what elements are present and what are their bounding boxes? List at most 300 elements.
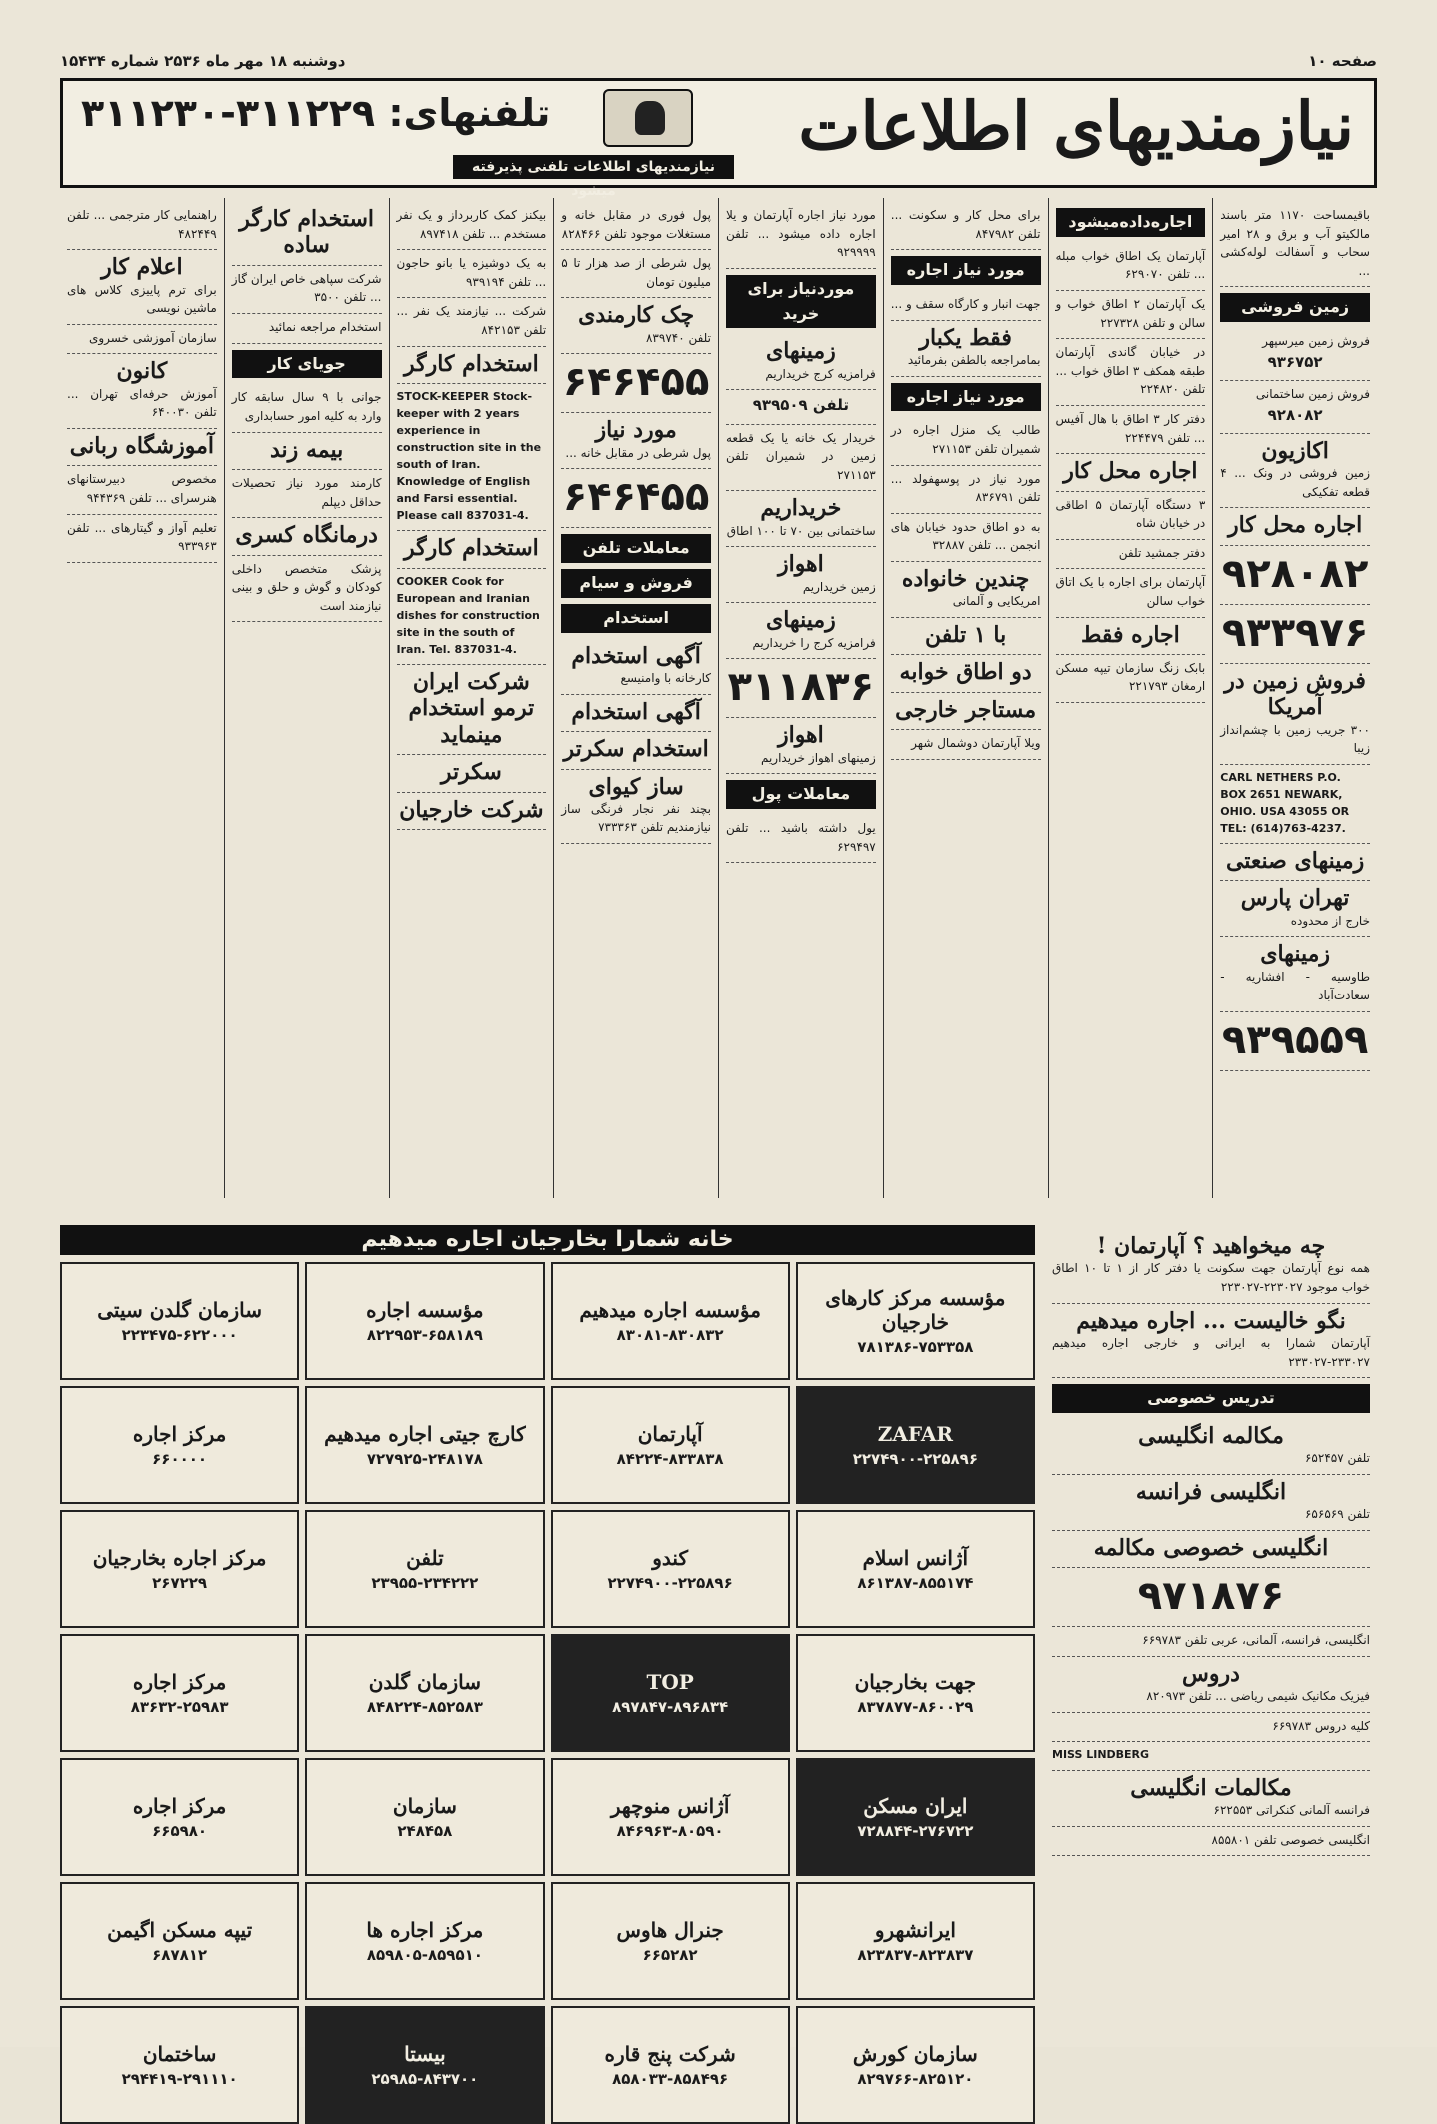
agency-ad — [305, 1634, 544, 1752]
section-heading: جویای کار — [232, 350, 382, 379]
ad-text: فروش زمین ساختمانی — [1255, 387, 1370, 402]
classified-ad — [67, 354, 217, 429]
ad-text: برای محل کار و سکونت ... تلفن ۸۴۷۹۸۲ — [890, 208, 1041, 241]
agency-name: مرکز اجاره — [132, 1670, 227, 1694]
ad-text: خارج از محدوده — [1290, 913, 1370, 928]
ad-text: به یک دوشیزه یا بانو حاجون ... تلفن ۹۳۹۱۹۴ — [396, 256, 547, 289]
classified-ad — [1052, 1713, 1370, 1743]
ad-title: زمینهای — [1260, 941, 1330, 968]
agency-name: TOP — [646, 1670, 694, 1694]
classified-ad — [67, 429, 217, 466]
classified-ad — [726, 718, 876, 774]
ad-text: پول فوری در مقابل خانه و مستغلات موجود تلفن ۸۲۸۴۶۶ — [561, 208, 711, 241]
agency-name: شرکت پنج قاره — [604, 2042, 736, 2066]
ad-title: آگهی استخدام — [571, 698, 701, 725]
classified-ad — [1220, 605, 1370, 664]
ad-text: شرکت سپاهی خاص ایران گاز ... تلفن ۳۵۰۰ — [231, 271, 382, 305]
ad-text: مورد نیاز اجاره آپارتمان و یلا اجاره داده میشود ... تلفن ۹۲۹۹۹۹ — [726, 208, 876, 260]
classified-ad — [1220, 546, 1370, 605]
ad-title: اهواز — [777, 551, 824, 578]
ad-title: فقط یکبار — [919, 324, 1012, 351]
ad-text: تلفن ۶۵۲۴۵۷ — [1304, 1451, 1370, 1466]
classified-ad — [232, 314, 382, 344]
classified-ad — [891, 730, 1041, 760]
ad-column — [553, 198, 718, 1198]
ad-column — [1212, 198, 1377, 1198]
masthead-phones: تلفنهای: ۳۱۱۲۲۹-۳۱۱۲۳۰ — [81, 91, 551, 135]
agency-phone: ۲۴۸۴۵۸ — [397, 1822, 453, 1840]
agency-phone: ۸۳۰۸۱-۸۳۰۸۳۲ — [616, 1326, 724, 1344]
ad-text: انگلیسی خصوصی تلفن ۸۵۵۸۰۱ — [1211, 1832, 1370, 1847]
ad-phone: تلفن ۹۳۹۵۰۹ — [752, 396, 849, 415]
section-heading: استخدام — [561, 604, 711, 633]
classified-ad — [1220, 508, 1370, 545]
ad-text: فیزیک مکانیک شیمی ریاضی ... تلفن ۸۲۰۹۷۳ — [1146, 1689, 1370, 1704]
agency-phone: ۸۵۸۰۳۳-۸۵۸۴۹۶ — [612, 2070, 729, 2088]
classified-ad — [397, 665, 547, 755]
classified-ad — [1052, 1475, 1370, 1531]
agency-ad — [60, 1262, 299, 1380]
ad-title: تهران پارس — [1240, 885, 1350, 912]
section-heading: فروش و سیام — [561, 569, 711, 598]
ad-column — [389, 198, 554, 1198]
classified-ad — [726, 547, 876, 603]
ad-title: زمینهای صنعتی — [1225, 847, 1365, 874]
classified-ad — [1220, 765, 1370, 844]
ad-column — [60, 198, 224, 1198]
ad-column — [718, 198, 883, 1198]
agency-name: سازمان گلدن — [368, 1670, 482, 1694]
ad-text: ساختمانی بین ۷۰ تا ۱۰۰ اطاق — [726, 523, 876, 538]
agency-phone: ۶۶۰۰۰۰ — [152, 1450, 208, 1468]
ad-text: دفتر کار ۳ اطاق با هال آفیس ... تلفن ۲۲۴۴۷۹ — [1055, 411, 1206, 445]
ad-text: کلیه دروس ۶۶۹۷۸۳ — [1272, 1718, 1370, 1733]
classified-ad — [1052, 1742, 1370, 1770]
ad-columns — [60, 198, 1377, 1198]
agency-ad — [551, 1262, 790, 1380]
section-heading: زمین فروشی — [1220, 293, 1370, 322]
classified-ad — [891, 291, 1041, 321]
ad-text: کارمند مورد نیاز تحصیلات حداقل دیپلم — [231, 475, 382, 509]
ad-title: مستاجر خارجی — [895, 696, 1037, 723]
agency-ad — [796, 1634, 1035, 1752]
classified-ad — [891, 466, 1041, 514]
agency-phone: ۸۴۲۲۴-۸۳۳۸۳۸ — [616, 1450, 724, 1468]
ad-phone-number: ۶۴۶۴۵۵ — [562, 359, 710, 406]
agency-ad — [796, 1262, 1035, 1380]
ad-text: زمینهای اهواز خریداریم — [760, 750, 876, 765]
agency-ad — [305, 1262, 544, 1380]
classified-ad — [67, 250, 217, 325]
ad-text: مورد نیاز در پوسهفولد ... تلفن ۸۳۶۷۹۱ — [890, 471, 1041, 505]
ad-title: نگو خالیست ... اجاره میدهیم — [1076, 1307, 1346, 1334]
classified-ad — [726, 202, 876, 269]
classified-ad — [1052, 1229, 1370, 1304]
classified-ad — [67, 466, 217, 514]
ad-text: کارخانه با وامنیسع — [620, 671, 711, 686]
ad-text: فرامزیه کرج خریداریم — [765, 366, 876, 381]
agency-phone: ۸۵۹۸۰۵-۸۵۹۵۱۰ — [366, 1946, 483, 1964]
classified-ad — [1220, 664, 1370, 765]
classified-ad — [397, 569, 547, 665]
agency-phone: ۷۲۸۸۴۴-۲۷۶۷۲۲ — [857, 1822, 974, 1840]
ad-text: بیکنز کمک کاربرداز و یک نفر مستخدم ... تلفن ۸۹۷۴۱۸ — [396, 208, 547, 241]
ad-title: انگلیسی خصوصی مکالمه — [1093, 1534, 1329, 1561]
ad-title: با ۱ تلفن — [924, 621, 1007, 648]
ad-phone-number: ۹۲۸۰۸۲ — [1221, 550, 1369, 597]
agency-name: تیپه مسکن اگیمن — [107, 1918, 253, 1942]
classified-ad — [726, 390, 876, 424]
agency-ad — [551, 1510, 790, 1628]
classified-ad — [1056, 291, 1206, 339]
classified-ad — [397, 250, 547, 298]
ad-text: آپارتمان برای اجاره با یک اتاق خواب سالن — [1055, 575, 1206, 608]
classified-ad — [891, 618, 1041, 655]
ad-english-text: STOCK-KEEPER Stock-keeper with 2 years experience in construction site in the south of Iran. Knowledge of English and Farsi essential. Please call 837031-4. — [396, 389, 542, 523]
agency-name: ساختمان — [142, 2042, 217, 2066]
ad-text: خریدار یک خانه یا یک قطعه زمین در شمیران تلفن ۲۷۱۱۵۳ — [726, 430, 876, 482]
classified-ad — [1052, 1657, 1370, 1713]
agency-ad — [60, 1510, 299, 1628]
ad-phone: ۹۳۶۷۵۲ — [1267, 352, 1323, 371]
ad-title: اکازیون — [1261, 437, 1329, 464]
agency-ad — [60, 1386, 299, 1504]
classified-ad — [232, 470, 382, 518]
ad-title: انگلیسی فرانسه — [1135, 1478, 1287, 1505]
ad-title: آموزشگاه ربانی — [69, 432, 215, 459]
agency-ad — [60, 1634, 299, 1752]
ad-text: مخصوص دبیرستانهای هنرسرای ... تلفن ۹۴۴۳۶۹ — [67, 472, 217, 505]
agency-name: سازمان گلدن سیتی — [97, 1298, 263, 1322]
agency-phone: ۸۲۳۸۳۷-۸۲۳۸۳۷ — [857, 1946, 974, 1964]
classified-ad — [1052, 1304, 1370, 1379]
ad-text: به دو اطاق حدود خیابان های انجمن ... تلفن ۳۲۸۸۷ — [890, 519, 1041, 553]
agency-ad — [60, 1882, 299, 2000]
classified-ad — [1056, 406, 1206, 454]
classified-ad — [1220, 937, 1370, 1012]
ad-text: طالب یک منزل اجاره در شمیران تلفن ۲۷۱۱۵۳ — [890, 423, 1041, 456]
agency-ad — [60, 1758, 299, 1876]
agency-name: مؤسسه مرکز کارهای خارجیان — [825, 1286, 1006, 1334]
ad-title: فروش زمین در آمریکا — [1224, 667, 1366, 721]
ad-text: تعلیم آواز و گیتارهای ... تلفن ۹۳۳۹۶۳ — [67, 520, 217, 554]
masthead-title: نیازمندیهای اطلاعات — [798, 87, 1354, 165]
ad-title: کانون — [116, 358, 168, 385]
agency-phone: ۲۳۹۵۵-۲۳۴۲۲۲ — [371, 1574, 479, 1592]
agency-ad — [305, 1386, 544, 1504]
page-header-line — [60, 52, 1377, 70]
agency-ad — [551, 1882, 790, 2000]
ad-title: استخدام کارگر ساده — [239, 206, 374, 259]
ad-phone-number: ۳۱۱۸۳۶ — [727, 664, 875, 711]
classified-ad — [397, 755, 547, 792]
classified-ad — [397, 202, 547, 250]
agency-phone: ۶۶۵۲۸۲ — [642, 1946, 698, 1964]
agency-phone: ۸۴۸۲۲۴-۸۵۲۵۸۳ — [366, 1698, 483, 1716]
agency-phone: ۶۶۵۹۸۰ — [152, 1822, 208, 1840]
ad-text: باقیمساحت ۱۱۷۰ متر باسند مالکیتو آب و برق و ۲۸ امیر سحاب و آسفالت لوله‌کشی ... — [1220, 208, 1370, 278]
ad-title: خریداریم — [760, 495, 842, 522]
classified-ad — [561, 413, 711, 469]
classified-ad — [1056, 569, 1206, 617]
classified-ad — [561, 298, 711, 354]
ad-english-text: COOKER Cook for European and Iranian dishes for construction site in the south of Iran. Tel. 837031-4. — [396, 574, 540, 656]
ad-text: جهت انبار و کارگاه سقف و ... — [890, 296, 1041, 311]
lower-right-columns — [1045, 1225, 1377, 1982]
classified-ad — [397, 793, 547, 830]
ad-text: پزشک متخصص داخلی کودکان و گوش و حلق و بینی نیازمند است — [231, 561, 382, 613]
classified-ad — [397, 298, 547, 346]
classified-ad — [726, 659, 876, 718]
ad-text: فرامزیه کرج را خریداریم — [752, 635, 876, 650]
ad-text: راهنمایی کار مترجمی ... تلفن ۴۸۲۴۴۹ — [67, 208, 217, 241]
classified-ad — [561, 250, 711, 298]
classified-ad — [561, 639, 711, 695]
classified-ad — [1056, 339, 1206, 406]
ad-title: آگهی استخدام — [571, 642, 701, 669]
classified-ad — [397, 531, 547, 568]
ad-text: استخدام مراجعه نمائید — [268, 319, 382, 334]
masthead — [60, 78, 1377, 199]
agency-ad — [551, 1634, 790, 1752]
agency-phone: ۷۸۱۳۸۶-۷۵۳۳۵۸ — [857, 1338, 974, 1356]
agency-phone: ۸۴۶۹۶۳-۸۰۵۹۰ — [616, 1822, 724, 1840]
classified-ad — [891, 321, 1041, 377]
ad-text: طاوسیه - افشاریه - سعادت‌آباد — [1220, 969, 1370, 1003]
agency-phone: ۸۲۲۹۵۳-۶۵۸۱۸۹ — [366, 1326, 483, 1344]
ad-text: شرکت ... نیازمند یک نفر ... تلفن ۸۴۲۱۵۳ — [396, 304, 547, 337]
classified-ad — [1220, 381, 1370, 434]
classified-ad — [1052, 1827, 1370, 1857]
agency-name: جنرال هاوس — [616, 1918, 724, 1942]
agency-ad — [60, 2006, 299, 2124]
agency-phone: ۶۸۷۸۱۲ — [152, 1946, 208, 1964]
ad-text: فرانسه آلمانی کنکراتی ۶۲۲۵۵۳ — [1213, 1802, 1370, 1817]
classified-ad — [561, 469, 711, 528]
classified-ad — [1220, 328, 1370, 381]
ad-text: انگلیسی، فرانسه، آلمانی، عربی تلفن ۶۶۹۷۸۳ — [1142, 1633, 1370, 1648]
ad-title: دو اطاق خوابه — [899, 659, 1032, 686]
agency-ad — [796, 1510, 1035, 1628]
agency-name: آژانس اسلام — [862, 1546, 969, 1570]
classified-ad — [232, 384, 382, 432]
classified-ad — [67, 325, 217, 355]
agency-name: مرکز اجاره — [132, 1422, 227, 1446]
agency-name: جهت بخارجیان — [854, 1670, 977, 1694]
ad-text: دفتر جمشید تلفن — [1118, 545, 1206, 560]
classified-ad — [1056, 492, 1206, 540]
section-heading: اجاره‌داده‌میشود — [1056, 208, 1206, 237]
ad-title: زمینهای — [766, 607, 836, 634]
agency-name: آژانس منوچهر — [610, 1794, 730, 1818]
ad-column — [1048, 198, 1213, 1198]
ad-text: آموزش حرفه‌ای تهران ... تلفن ۶۴۰۰۳۰ — [67, 386, 217, 420]
ad-text: همه نوع آپارتمان جهت سکونت یا دفتر کار از ۱ تا ۱۰ اطاق خواب موجود ۲۲۳۰۲۷-۲۲۳۰۲۷ — [1052, 1261, 1371, 1294]
agency-ad — [305, 1882, 544, 2000]
agency-name: تلفن — [406, 1546, 444, 1570]
ad-title: مورد نیاز — [595, 417, 677, 444]
rental-banner: خانه شمارا بخارجیان اجاره میدهیم — [60, 1225, 1035, 1255]
agency-ad — [796, 1758, 1035, 1876]
classified-ad — [891, 417, 1041, 465]
classified-ad — [1052, 1627, 1370, 1657]
ad-text: تلفن ۶۵۶۵۶۹ — [1304, 1507, 1370, 1522]
ad-title: استخدام سکرتر — [563, 736, 709, 763]
ad-text: پول شرطی در مقابل خانه ... — [565, 445, 711, 460]
section-heading: معاملات تلفن — [561, 534, 711, 563]
classified-ad — [561, 732, 711, 769]
ad-text: برای ترم پاییزی کلاس های ماشین نویسی — [67, 282, 217, 316]
ad-column — [224, 198, 389, 1198]
issue-date: دوشنبه ۱۸ مهر ماه ۲۵۳۶ شماره ۱۵۴۳۴ — [60, 52, 346, 70]
ad-text: در خیابان گاندی آپارتمان طبقه همکف ۳ اطاق خواب ... تلفن ۲۲۴۸۲۰ — [1055, 345, 1206, 397]
classified-ad — [1056, 454, 1206, 491]
classified-ad — [67, 515, 217, 563]
classified-ad — [232, 202, 382, 266]
ad-title: دروس — [1182, 1660, 1240, 1687]
classified-ad — [726, 425, 876, 492]
ad-english-text: MISS LINDBERG — [1052, 1748, 1150, 1762]
ad-title: چه میخواهید ؟ آپارتمان ! — [1096, 1233, 1326, 1259]
agency-name: مرکز اجاره ها — [366, 1918, 484, 1942]
ad-title: سکرتر — [440, 759, 502, 786]
ad-text: بمامراجعه بالطفن بفرمائید — [907, 352, 1041, 367]
classified-ad — [397, 384, 547, 531]
classified-ad — [1052, 1771, 1370, 1827]
agency-ad — [305, 1758, 544, 1876]
agency-ad — [551, 1758, 790, 1876]
ad-text: بابک زنگ سازمان تیپه مسکن ارمغان ۲۲۱۷۹۳ — [1055, 660, 1206, 694]
masthead-emblem-icon — [603, 89, 693, 147]
agency-ad — [796, 2006, 1035, 2124]
agency-name: سازمان کورش — [852, 2042, 978, 2066]
classified-ad — [232, 433, 382, 470]
agency-name: ZAFAR — [877, 1422, 954, 1446]
ad-phone-number: ۶۴۶۴۵۵ — [562, 474, 710, 521]
ad-column — [1045, 1225, 1377, 1982]
agency-ad — [305, 2006, 544, 2124]
agency-phone: ۸۹۷۸۴۷-۸۹۶۸۳۴ — [612, 1698, 729, 1716]
agency-phone: ۲۹۴۴۱۹-۲۹۱۱۱۰ — [121, 2070, 238, 2088]
classified-ad — [1220, 1012, 1370, 1071]
agency-name: مؤسسه اجاره — [366, 1298, 484, 1322]
agency-phone: ۲۶۷۲۲۹ — [152, 1574, 208, 1592]
ad-phone-number: ۹۳۳۹۷۶ — [1221, 609, 1369, 656]
classified-ad — [726, 491, 876, 547]
ad-text: یک آپارتمان ۲ اطاق خواب و سالن و تلفن ۲۲۷۳۲۸ — [1055, 296, 1206, 330]
ad-title: شرکت ایران ترمو استخدام مینماید — [408, 668, 535, 748]
agency-phone: ۸۳۶۳۲-۲۵۹۸۳ — [130, 1698, 229, 1716]
classified-ad — [726, 603, 876, 659]
agency-name: ایرانشهرو — [874, 1918, 956, 1942]
classified-ad — [891, 202, 1041, 250]
ad-phone: ۹۲۸۰۸۲ — [1267, 405, 1323, 424]
section-heading: تدریس خصوصی — [1052, 1384, 1370, 1413]
ad-text: امریکایی و آلمانی — [952, 594, 1041, 609]
classified-ad — [726, 334, 876, 390]
classified-ad — [1220, 202, 1370, 287]
ad-text: جوانی با ۹ سال سابقه کار وارد به کلیه امور حسابداری — [231, 390, 382, 423]
agency-name: مرکز اجاره — [132, 1794, 227, 1818]
agency-phone: ۲۲۳۴۷۵-۶۲۲۰۰۰ — [121, 1326, 238, 1344]
ad-text: سازمان آموزشی خسروی — [88, 330, 217, 345]
agency-phone: ۲۵۹۸۵-۸۴۳۷۰۰ — [371, 2070, 479, 2088]
ad-title: مکالمه انگلیسی — [1138, 1422, 1284, 1449]
classified-ad — [561, 354, 711, 413]
classified-ad — [1056, 243, 1206, 291]
agency-name: مؤسسه اجاره میدهیم — [579, 1298, 761, 1322]
agency-phone: ۸۳۷۸۷۷-۸۶۰۰۲۹ — [857, 1698, 974, 1716]
classified-ad — [891, 693, 1041, 730]
agency-name: ایران مسکن — [863, 1794, 968, 1818]
agency-name: بیستا — [404, 2042, 446, 2066]
ad-title: استخدام کارگر — [404, 535, 539, 562]
ad-text: پول شرطی از صد هزار تا ۵ میلیون تومان — [561, 256, 711, 289]
ad-text: آپارتمان یک اطاق خواب مبله ... تلفن ۶۲۹۰۷۰ — [1055, 248, 1206, 282]
section-heading: مورد نیاز اجاره — [891, 256, 1041, 285]
classified-ad — [232, 518, 382, 555]
ad-title: چک کارمندی — [578, 302, 695, 329]
ad-text: بچند نفر نجار فرنگی ساز نیازمندیم تلفن ۷۳۳۳۶۳ — [561, 801, 711, 835]
classified-ad — [232, 556, 382, 623]
classified-ad — [1056, 618, 1206, 655]
ad-title: بیمه زند — [270, 436, 344, 463]
agency-logo-grid — [60, 1262, 1035, 2088]
ad-text: ۳ دستگاه آپارتمان ۵ اطاقی در خیابان شاه — [1055, 497, 1206, 531]
ad-title: درمانگاه کسری — [235, 522, 378, 549]
section-heading: معاملات پول — [726, 780, 876, 809]
agency-ad — [796, 1386, 1035, 1504]
classified-ad — [1052, 1531, 1370, 1568]
classified-ad — [561, 202, 711, 250]
ad-text: زمین خریداریم — [802, 579, 876, 594]
ad-text: فروش زمین میرسپهر — [1262, 334, 1370, 349]
ad-title: اجاره فقط — [1080, 621, 1180, 648]
classified-ad — [1056, 540, 1206, 570]
ad-text: تلفن ۸۳۹۷۴۰ — [645, 330, 711, 345]
ad-phone-number: ۹۳۹۵۵۹ — [1221, 1016, 1369, 1063]
ad-title: مکالمات انگلیسی — [1130, 1774, 1292, 1801]
ad-english-text: CARL NETHERS P.O. BOX 2651 NEWARK, OHIO. USA 43055 OR TEL: (614)763-4237. — [1220, 770, 1350, 835]
agency-name: کارچ جیتی اجاره میدهیم — [324, 1422, 526, 1446]
page-number: صفحه ۱۰ — [1308, 52, 1377, 70]
agency-ad — [305, 1510, 544, 1628]
ad-title: ساز کیوای — [588, 773, 684, 800]
ad-phone-number: ۹۷۱۸۷۶ — [1137, 1573, 1285, 1620]
ad-title: شرکت خارجیان — [399, 796, 544, 823]
agency-phone: ۸۶۱۳۸۷-۸۵۵۱۷۴ — [857, 1574, 974, 1592]
agency-name: کندو — [652, 1546, 688, 1570]
section-heading: مورد نیاز اجاره — [891, 383, 1041, 412]
classified-ad — [1220, 881, 1370, 937]
agency-phone: ۲۲۷۴۹۰۰-۲۲۵۸۹۶ — [852, 1450, 978, 1468]
classified-ad — [561, 770, 711, 845]
agency-name: مرکز اجاره بخارجیان — [92, 1546, 267, 1570]
classified-ad — [891, 655, 1041, 692]
classified-ad — [1052, 1419, 1370, 1475]
classified-ad — [891, 514, 1041, 562]
ad-title: اعلام کار — [101, 254, 183, 281]
classified-ad — [891, 562, 1041, 618]
ad-title: چندین خانواده — [901, 565, 1030, 592]
agency-ad — [551, 2006, 790, 2124]
ad-text: آپارتمان شمارا به ایرانی و خارجی اجاره میدهیم ۲۳۳۰۲۷-۲۳۳۰۲۷ — [1052, 1335, 1370, 1369]
agency-ad — [796, 1882, 1035, 2000]
classified-ad — [1056, 655, 1206, 703]
ad-title: استخدام کارگر — [404, 350, 539, 377]
classified-ad — [726, 815, 876, 863]
agency-phone: ۷۲۷۹۲۵-۲۴۸۱۷۸ — [366, 1450, 483, 1468]
